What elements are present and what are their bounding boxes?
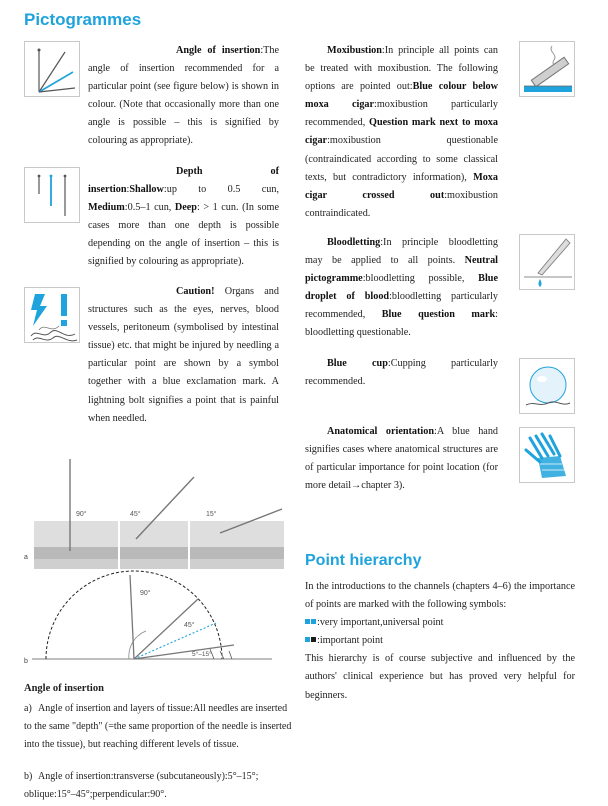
blue-square-icon (305, 637, 310, 642)
angle-label-90b: 90° (140, 590, 151, 597)
angle-ticks (210, 649, 232, 659)
angle-of-insertion-paragraph: Angle of insertion:The angle of insertion recommended for a particular point (see figure below) is shown in colour. (Note that occasionally more than one angle is possible – this is signified by colouring as appropriate). (88, 45, 279, 147)
moxa-cigar-icon (519, 41, 575, 97)
figure-label-a: a (24, 554, 28, 561)
hierarchy-intro: In the introductions to the channels (chapters 4–6) the importance of points are marked with the following symbols: (305, 581, 575, 611)
figure-caption-title: Angle of insertion (24, 683, 104, 694)
needle-45b (134, 599, 198, 659)
anatomical-orientation-paragraph: Anatomical orientation:A blue hand signifies cases where anatomical structures are of particular importance for point location (for more detail→chapter 3). (305, 426, 499, 492)
blue-square-icon (305, 619, 310, 624)
angle-label-45b: 45° (184, 622, 195, 629)
point-hierarchy-body (305, 578, 575, 705)
cupping-cup-icon (519, 358, 575, 414)
moxibustion-paragraph: Moxibustion:In principle all points can be treated with moxibustion. The following options are pointed out:Blue colour below moxa cigar:moxibustion particularly recommended, Question mark next to moxa cigar:moxibustion questionable (contraindicated according to some classical texts, but contradictory information), Moxa cigar crossed out:moxibustion contraindicated. (305, 45, 498, 219)
page-title: Pictogrammes (24, 10, 142, 29)
hierarchy-outro: This hierarchy is of course subjective and influenced by the authors' clinical experience but has proved very helpful for beginners. (305, 653, 575, 701)
tissue-layers-panel-2 (120, 521, 188, 569)
anatomical-hand-icon (519, 427, 575, 483)
cupping-paragraph: Blue cup:Cupping particularly recommended. (305, 358, 498, 388)
black-square-icon (311, 637, 316, 642)
bloodletting-paragraph: Bloodletting:In principle bloodletting may be applied to all points. Neutral pictogramme:bloodletting possible, Blue droplet of blood:bloodletting particularly recommended, Blue question mark: bloodletting questionable. (305, 237, 499, 339)
caution-paragraph: Caution! Organs and structures such as the eyes, nerves, blood vessels, peritoneum (symbolised by intestinal tissue) etc. that might be injured by needling a particular point are shown by a symbol together with a blue exclamation mark. A lightning bolt signifies a point that is painful when needled. (88, 286, 279, 424)
angle-label-5-15: 5°–15° (192, 651, 212, 658)
figure-caption-b: b) Angle of insertion:transverse (subcutaneously):5°–15°; oblique:15°–45°;perpendicular:90°. (24, 771, 259, 800)
bloodletting-needle-icon (519, 234, 575, 290)
hierarchy-item-very-important: :very important,universal point (305, 614, 575, 632)
depth-of-insertion-icon (24, 167, 80, 223)
figure-caption-a: a) Angle of insertion and layers of tissue:All needles are inserted to the same "depth" (=the same proportion of the needle is inserted into the tissue), but reaching different levels of tissue. (24, 703, 292, 750)
caution-lightning-icon (24, 287, 80, 343)
blue-square-icon (311, 619, 316, 624)
angle-label-90a: 90° (76, 511, 87, 518)
angle-label-45a: 45° (130, 511, 141, 518)
tissue-layers-panel-3 (190, 521, 284, 569)
depth-of-insertion-paragraph: Depth of insertion:Shallow:up to 0.5 cun, Medium:0.5–1 cun, Deep: > 1 cun. (In some cases more than one depth is possible depending on the angle of insertion – this is signified by colouring as appropriate). (88, 166, 279, 268)
hierarchy-item-important: :important point (305, 632, 575, 650)
figure-label-b: b (24, 658, 28, 665)
angle-arc-inner (129, 631, 146, 659)
angle-label-15a: 15° (206, 511, 217, 518)
tissue-layers-panel-1 (34, 521, 118, 569)
section-title-point-hierarchy: Point hierarchy (305, 552, 422, 569)
angle-of-insertion-icon (24, 41, 80, 97)
angle-of-insertion-figure (24, 455, 294, 667)
